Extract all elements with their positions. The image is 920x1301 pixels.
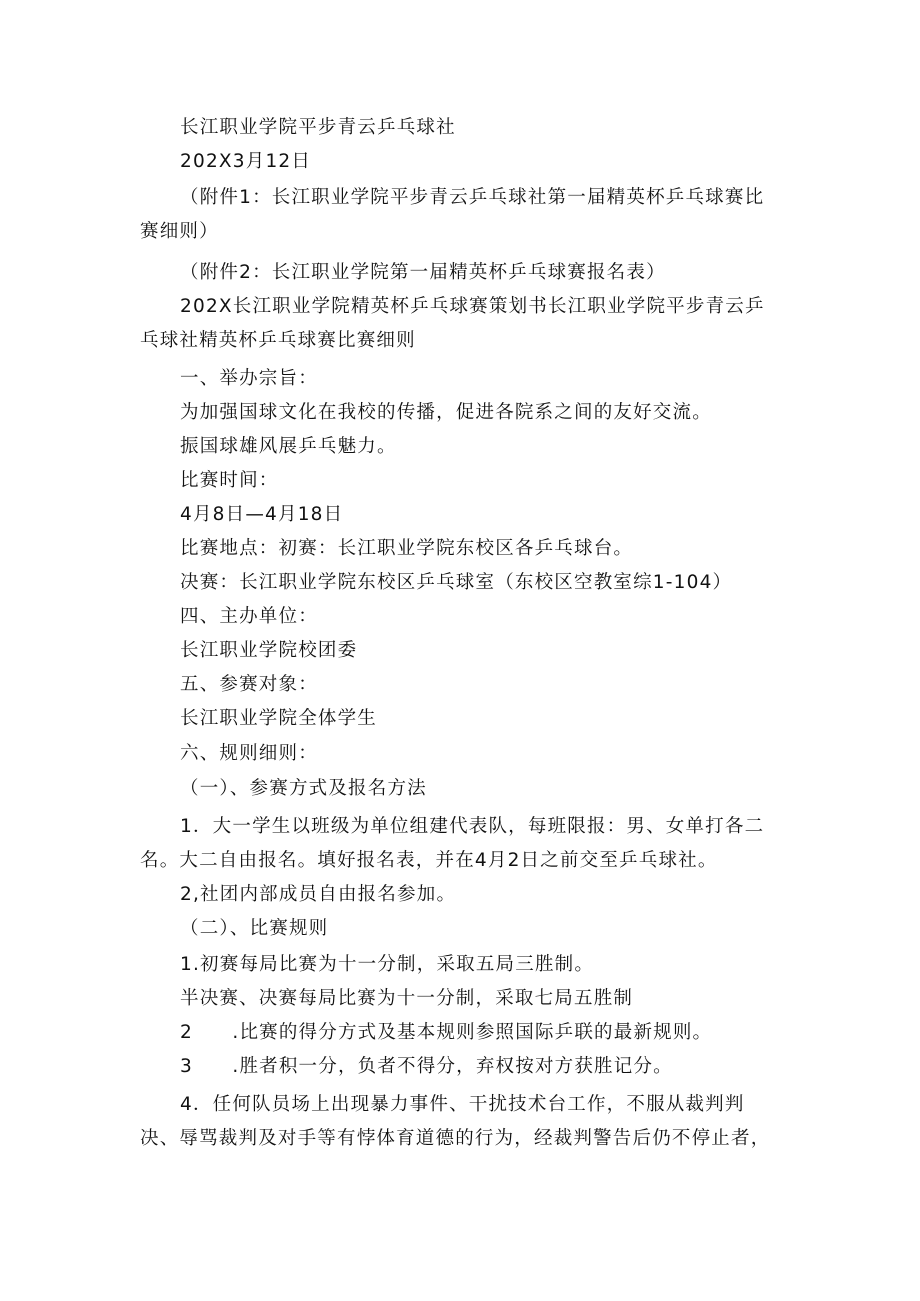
participants-value: 长江职业学院全体学生 (180, 708, 378, 729)
club-name-line: 长江职业学院平步青云乒乓球社 (180, 117, 456, 138)
attachment-2-line: （附件2：长江职业学院第一届精英杯乒乓球赛报名表） (180, 262, 666, 283)
rules-heading: 六、规则细则： (180, 743, 318, 764)
registration-item-1-line-1: 1．大一学生以班级为单位组建代表队，每班限报：男、女单打各二 (180, 816, 765, 837)
heading-line-1: 202X长江职业学院精英杯乒乓球赛策划书长江职业学院平步青云乒 (180, 296, 765, 317)
purpose-text-2: 振国球雄风展乒乓魅力。 (180, 436, 397, 457)
date-line: 202X3月12日 (180, 151, 312, 172)
registration-subheading: （一）、参赛方式及报名方法 (180, 778, 427, 799)
match-rule-3: 3 .胜者积一分，负者不得分，弃权按对方获胜记分。 (180, 1056, 673, 1077)
registration-item-2: 2,社团内部成员自由报名参加。 (180, 884, 457, 905)
venue-preliminary: 比赛地点：初赛：长江职业学院东校区各乒乓球台。 (180, 538, 634, 559)
attachment-1-line-1: （附件1：长江职业学院平步青云乒乓球社第一届精英杯乒乓球赛比 (180, 187, 765, 208)
attachment-1-line-2: 赛细则） (140, 221, 219, 242)
match-rule-2: 2 .比赛的得分方式及基本规则参照国际乒联的最新规则。 (180, 1022, 713, 1043)
match-rule-1: 1.初赛每局比赛为十一分制，采取五局三胜制。 (180, 954, 595, 975)
heading-line-2: 乓球社精英杯乒乓球赛比赛细则 (140, 330, 416, 351)
match-rule-4-line-1: 4．任何队员场上出现暴力事件、干扰技术台工作，不服从裁判判 (180, 1094, 745, 1115)
participants-heading: 五、参赛对象： (180, 674, 318, 695)
time-heading: 比赛时间： (180, 470, 279, 491)
organizer-value: 长江职业学院校团委 (180, 640, 358, 661)
section-purpose-heading: 一、举办宗旨： (180, 368, 318, 389)
time-value: 4月8日—4月18日 (180, 504, 344, 525)
match-rules-subheading: （二）、比赛规则 (180, 918, 329, 939)
venue-final: 决赛：长江职业学院东校区乒乓球室（东校区空教室综1-104） (180, 572, 733, 593)
organizer-heading: 四、主办单位： (180, 606, 318, 627)
registration-item-1-line-2: 名。大二自由报名。填好报名表，并在4月2日之前交至乒乓球社。 (140, 850, 718, 871)
match-rule-1-cont: 半决赛、决赛每局比赛为十一分制，采取七局五胜制 (180, 988, 634, 1009)
purpose-text-1: 为加强国球文化在我校的传播，促进各院系之间的友好交流。 (180, 402, 712, 423)
match-rule-4-line-2: 决、辱骂裁判及对手等有悖体育道德的行为，经裁判警告后仍不停止者， (140, 1128, 771, 1149)
